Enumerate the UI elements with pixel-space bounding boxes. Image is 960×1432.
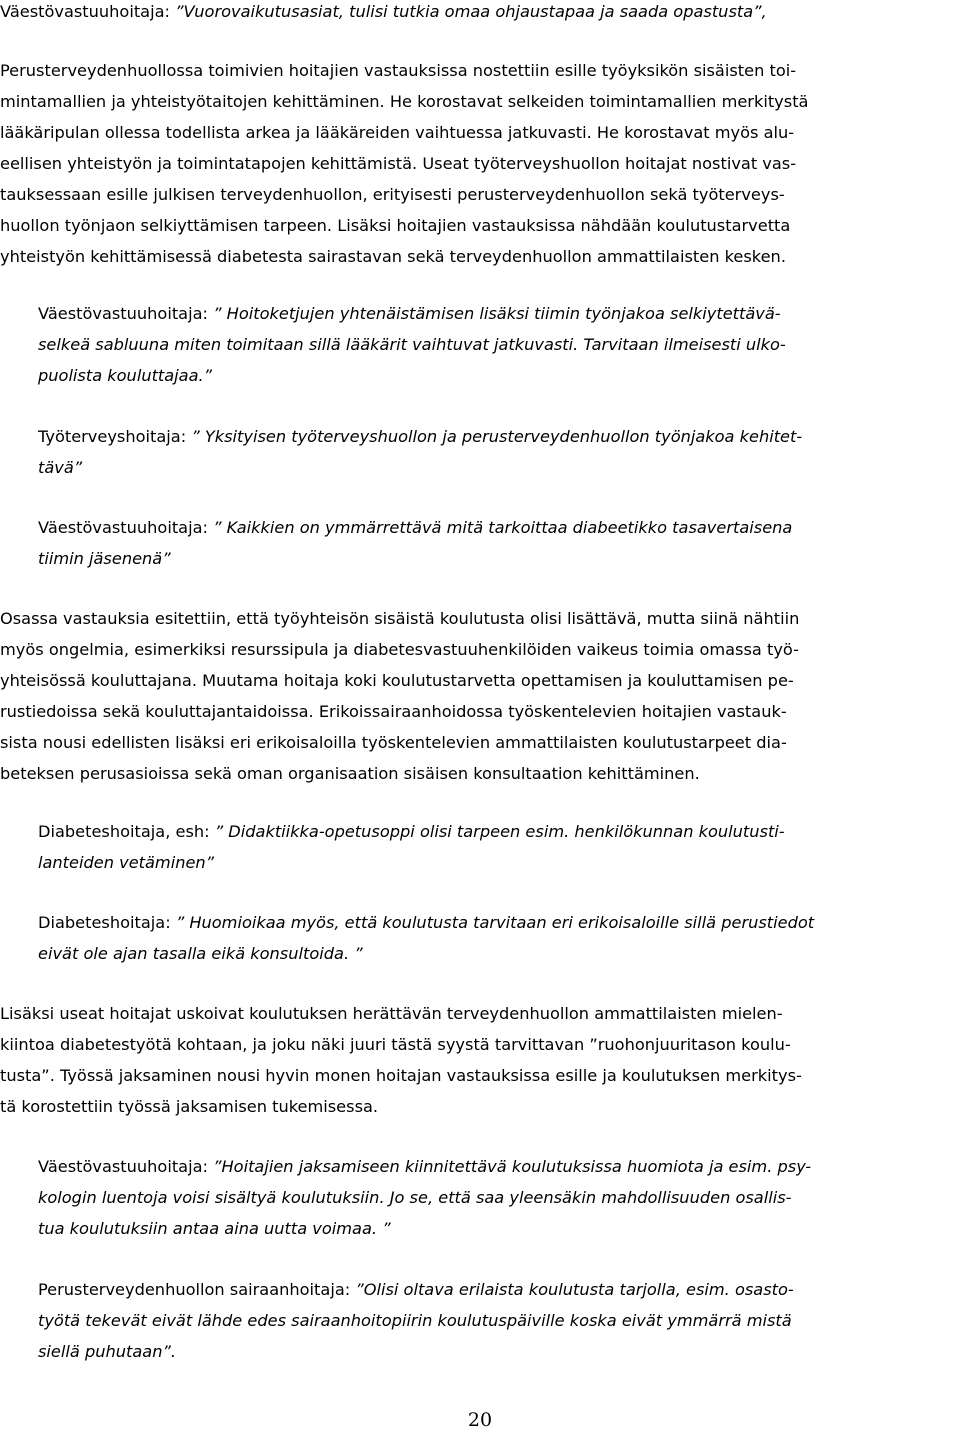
quote-block	[0, 1274, 960, 1367]
quote-line: selkeä sabluuna miten toimitaan sillä lääkärit vaihtuvat jatkuvasti. Tarvitaan ilmeisesti ulko-	[38, 335, 786, 354]
quote-speaker: Perusterveydenhuollon sairaanhoitaja:	[38, 1280, 356, 1299]
quote-line	[0, 0, 960, 27]
quote-text: ”Olisi oltava erilaista koulutusta tarjolla, esim. osasto-	[355, 1280, 794, 1299]
page-number: 20	[467, 1409, 493, 1431]
quote-text: ”Vuorovaikutusasiat, tulisi tutkia omaa ohjaustapaa ja saada opastusta”,	[175, 2, 767, 21]
paragraph-line: Osassa vastauksia esitettiin, että työyhteisön sisäistä koulutusta olisi lisättävä, mutta siinä nähtiin	[0, 609, 800, 628]
quote-line: lanteiden vetäminen”	[38, 853, 215, 872]
body-paragraph	[0, 55, 960, 272]
quote-block	[0, 512, 960, 574]
quote-speaker: Diabeteshoitaja, esh:	[38, 822, 215, 841]
paragraph-line: yhteistyön kehittämisessä diabetesta sairastavan sekä terveydenhuollon ammattilaisten kesken.	[0, 247, 786, 266]
paragraph-line: huollon työnjaon selkiyttämisen tarpeen. Lisäksi hoitajien vastauksissa nähdään koulutustarvetta	[0, 216, 791, 235]
quote-line: tiimin jäsenenä”	[38, 549, 171, 568]
quote-block	[0, 907, 960, 969]
paragraph-line: Lisäksi useat hoitajat uskoivat koulutuksen herättävän terveydenhuollon ammattilaisten mielen-	[0, 1004, 783, 1023]
quote-line	[0, 907, 960, 938]
quote-text: ” Huomioikaa myös, että koulutusta tarvitaan eri erikoisaloille sillä perustiedot	[175, 913, 815, 932]
quote-line: siellä puhutaan”.	[38, 1342, 176, 1361]
quote-line	[0, 1151, 960, 1182]
quote-block	[0, 1151, 960, 1244]
paragraph-line: tauksessaan esille julkisen terveydenhuollon, erityisesti perusterveydenhuollon sekä työterveys-	[0, 185, 785, 204]
quote-text: ” Didaktiikka-opetusoppi olisi tarpeen esim. henkilökunnan koulutusti-	[214, 822, 785, 841]
quote-speaker: Väestövastuuhoitaja:	[38, 518, 214, 537]
quote-text: ”Hoitajien jaksamiseen kiinnitettävä koulutuksissa huomiota ja esim. psy-	[213, 1157, 812, 1176]
paragraph-line: myös ongelmia, esimerkiksi resurssipula ja diabetesvastuuhenkilöiden vaikeus toimia omassa työ-	[0, 640, 799, 659]
quote-block	[0, 421, 960, 483]
quote-speaker: Diabeteshoitaja:	[38, 913, 176, 932]
quote-line: tävä”	[38, 458, 83, 477]
paragraph-line: lääkäripulan ollessa todellista arkea ja lääkäreiden vaihtuessa jatkuvasti. He korostavat myös alu-	[0, 123, 795, 142]
quote-text: ” Kaikkien on ymmärrettävä mitä tarkoittaa diabeetikko tasavertaisena	[213, 518, 793, 537]
quote-block	[0, 0, 960, 27]
quote-line	[0, 512, 960, 543]
quote-text: ” Yksityisen työterveyshuollon ja perusterveydenhuollon työnjakoa kehitet-	[191, 427, 803, 446]
quote-block	[0, 816, 960, 878]
paragraph-line: Perusterveydenhuollossa toimivien hoitajien vastauksissa nostettiin esille työyksikön sisäisten toi-	[0, 61, 797, 80]
quote-line: työtä tekevät eivät lähde edes sairaanhoitopiirin koulutuspäiville koska eivät ymmärrä mistä	[38, 1311, 792, 1330]
paragraph-line: yhteisössä kouluttajana. Muutama hoitaja koki koulutustarvetta opettamisen ja kouluttamisen pe-	[0, 671, 794, 690]
quote-speaker: Väestövastuuhoitaja:	[0, 2, 176, 21]
paragraph-line: beteksen perusasioissa sekä oman organisaation sisäisen konsultaation kehittäminen.	[0, 764, 700, 783]
quote-block	[0, 298, 960, 391]
paragraph-line: kiintoa diabetestyötä kohtaan, ja joku näki juuri tästä syystä tarvittavan ”ruohonjuuritason koulu-	[0, 1035, 791, 1054]
body-paragraph	[0, 998, 960, 1122]
paragraph-line: rustiedoissa sekä kouluttajantaidoissa. Erikoissairaanhoidossa työskentelevien hoitajien vastauk-	[0, 702, 787, 721]
quote-line	[0, 1274, 960, 1305]
quote-line: eivät ole ajan tasalla eikä konsultoida. ”	[38, 944, 363, 963]
quote-line: puolista kouluttajaa.”	[38, 366, 213, 385]
quote-text: ” Hoitoketjujen yhtenäistämisen lisäksi tiimin työnjakoa selkiytettävä-	[213, 304, 781, 323]
quote-speaker: Väestövastuuhoitaja:	[38, 1157, 214, 1176]
quote-line: tua koulutuksiin antaa aina uutta voimaa. ”	[38, 1219, 391, 1238]
paragraph-line: sista nousi edellisten lisäksi eri erikoisaloilla työskentelevien ammattilaisten koulutustarpeet dia-	[0, 733, 787, 752]
quote-speaker: Väestövastuuhoitaja:	[38, 304, 214, 323]
quote-speaker: Työterveyshoitaja:	[38, 427, 192, 446]
quote-line	[0, 816, 960, 847]
paragraph-line: eellisen yhteistyön ja toimintatapojen kehittämistä. Useat työterveyshuollon hoitajat nostivat vas-	[0, 154, 797, 173]
quote-line	[0, 298, 960, 329]
quote-line: kologin luentoja voisi sisältyä koulutuksiin. Jo se, että saa yleensäkin mahdollisuuden osallis-	[38, 1188, 792, 1207]
paragraph-line: tä korostettiin työssä jaksamisen tukemisessa.	[0, 1097, 379, 1116]
quote-line	[0, 421, 960, 452]
paragraph-line: tusta”. Työssä jaksaminen nousi hyvin monen hoitajan vastauksissa esille ja koulutuksen merkitys-	[0, 1066, 802, 1085]
paragraph-line: mintamallien ja yhteistyötaitojen kehittäminen. He korostavat selkeiden toimintamallien merkitystä	[0, 92, 809, 111]
body-paragraph	[0, 603, 960, 789]
